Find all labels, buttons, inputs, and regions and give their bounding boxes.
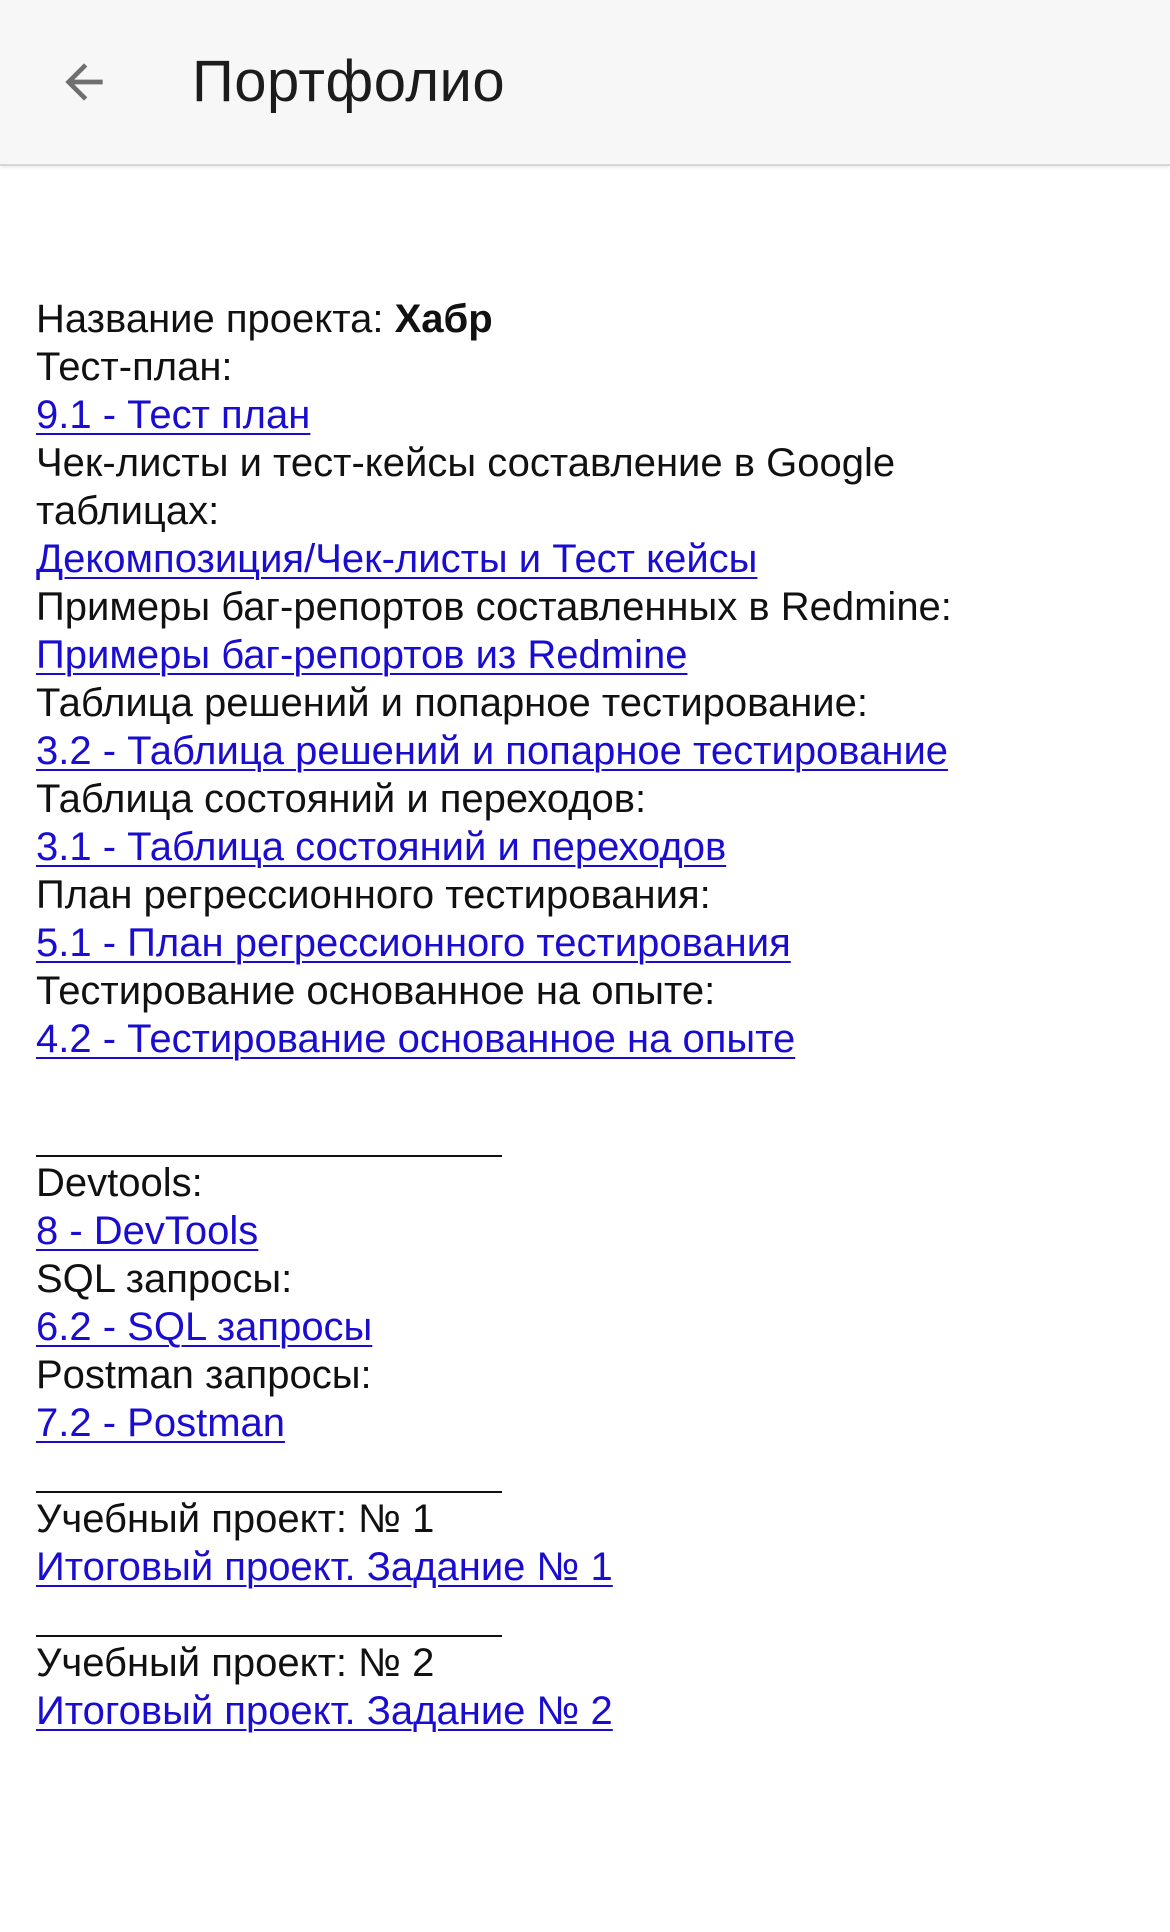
- link-decision-table[interactable]: 3.2 - Таблица решений и попарное тестирование: [36, 729, 949, 773]
- tool-label: Devtools:: [36, 1161, 203, 1205]
- link-devtools[interactable]: 8 - DevTools: [36, 1209, 259, 1253]
- section-label: Чек-листы и тест-кейсы составление в Google таблицах:: [36, 441, 896, 533]
- section-label: План регрессионного тестирования:: [36, 873, 711, 917]
- study-project-label: Учебный проект: № 1: [36, 1497, 435, 1541]
- divider: [36, 1155, 502, 1157]
- link-final-project-1[interactable]: Итоговый проект. Задание № 1: [36, 1545, 613, 1589]
- link-test-plan[interactable]: 9.1 - Тест план: [36, 393, 311, 437]
- back-button[interactable]: [40, 38, 128, 126]
- link-sql[interactable]: 6.2 - SQL запросы: [36, 1305, 373, 1349]
- link-experience-testing[interactable]: 4.2 - Тестирование основанное на опыте: [36, 1017, 796, 1061]
- tool-label: SQL запросы:: [36, 1257, 293, 1301]
- section-label: Тест-план:: [36, 345, 233, 389]
- section-label: Тестирование основанное на опыте:: [36, 969, 716, 1013]
- project-label: Название проекта:: [36, 297, 395, 341]
- link-state-transition[interactable]: 3.1 - Таблица состояний и переходов: [36, 825, 727, 869]
- project-name-line: [36, 295, 1136, 343]
- study-project-label: Учебный проект: № 2: [36, 1641, 435, 1685]
- divider: [36, 1635, 502, 1637]
- link-bug-reports[interactable]: Примеры баг-репортов из Redmine: [36, 633, 688, 677]
- arrow-left-icon: [56, 54, 112, 110]
- divider: [36, 1491, 502, 1493]
- tool-label: Postman запросы:: [36, 1353, 372, 1397]
- section-label: Таблица решений и попарное тестирование:: [36, 681, 868, 725]
- app-bar: [0, 0, 1170, 166]
- portfolio-content: [36, 295, 1136, 1735]
- section-label: Примеры баг-репортов составленных в Redmine:: [36, 585, 952, 629]
- page-title: Портфолио: [192, 49, 506, 114]
- link-final-project-2[interactable]: Итоговый проект. Задание № 2: [36, 1689, 613, 1733]
- link-checklists-testcases[interactable]: Декомпозиция/Чек-листы и Тест кейсы: [36, 537, 758, 581]
- link-regression-plan[interactable]: 5.1 - План регрессионного тестирования: [36, 921, 791, 965]
- section-label: Таблица состояний и переходов:: [36, 777, 647, 821]
- project-name: Хабр: [394, 297, 493, 341]
- link-postman[interactable]: 7.2 - Postman: [36, 1401, 286, 1445]
